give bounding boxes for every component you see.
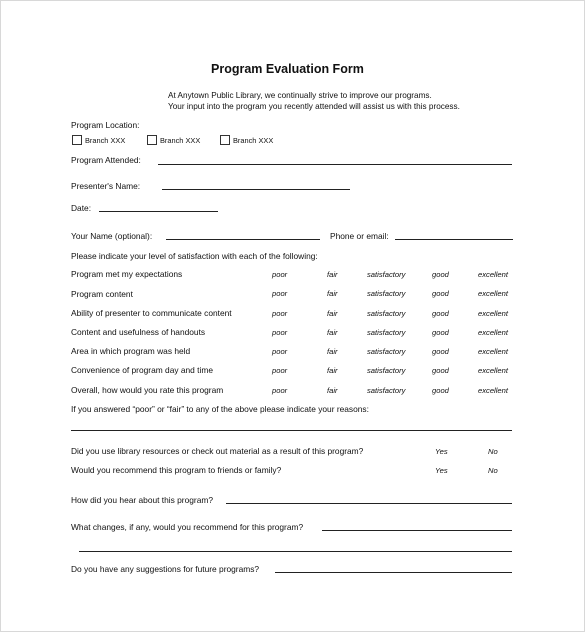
option-excellent[interactable]: excellent — [478, 386, 508, 395]
intro-line-2: Your input into the program you recently attended will assist us with this process. — [168, 102, 460, 111]
heard-field[interactable] — [226, 503, 512, 504]
branch-checkbox-3[interactable] — [220, 135, 230, 145]
option-poor[interactable]: poor — [272, 347, 288, 356]
option-excellent[interactable]: excellent — [478, 366, 508, 375]
option-excellent[interactable]: excellent — [478, 328, 508, 337]
option-good[interactable]: good — [432, 270, 449, 279]
rating-item-label: Overall, how would you rate this program — [71, 385, 224, 395]
option-satisfactory[interactable]: satisfactory — [367, 366, 406, 375]
suggestions-label: Do you have any suggestions for future programs? — [71, 564, 260, 574]
date-label: Date: — [71, 203, 92, 213]
branch-label-1: Branch XXX — [85, 136, 126, 145]
option-fair[interactable]: fair — [327, 386, 338, 395]
option-good[interactable]: good — [432, 328, 449, 337]
rating-item-label: Program met my expectations — [71, 269, 183, 279]
reasons-field[interactable] — [71, 430, 512, 431]
option-fair[interactable]: fair — [327, 366, 338, 375]
option-good[interactable]: good — [432, 386, 449, 395]
suggestions-field[interactable] — [275, 572, 512, 573]
option-satisfactory[interactable]: satisfactory — [367, 347, 406, 356]
option-fair[interactable]: fair — [327, 309, 338, 318]
option-poor[interactable]: poor — [272, 386, 288, 395]
branch-checkbox-2[interactable] — [147, 135, 157, 145]
yesno-question-1: Did you use library resources or check out material as a result of this program? — [71, 446, 364, 456]
option-good[interactable]: good — [432, 309, 449, 318]
branch-label-3: Branch XXX — [233, 136, 274, 145]
rating-intro: Please indicate your level of satisfaction with each of the following: — [71, 251, 318, 261]
option-yes[interactable]: Yes — [435, 466, 448, 475]
option-good[interactable]: good — [432, 347, 449, 356]
option-excellent[interactable]: excellent — [478, 309, 508, 318]
changes-field-2[interactable] — [79, 551, 512, 552]
your-name-field[interactable] — [166, 239, 320, 240]
option-no[interactable]: No — [488, 466, 498, 475]
branch-checkbox-1[interactable] — [72, 135, 82, 145]
branch-label-2: Branch XXX — [160, 136, 201, 145]
option-satisfactory[interactable]: satisfactory — [367, 270, 406, 279]
presenter-label: Presenter's Name: — [71, 181, 141, 191]
rating-item-label: Area in which program was held — [71, 346, 191, 356]
option-satisfactory[interactable]: satisfactory — [367, 386, 406, 395]
attended-label: Program Attended: — [71, 155, 141, 165]
heard-label: How did you hear about this program? — [71, 495, 213, 505]
option-poor[interactable]: poor — [272, 309, 288, 318]
option-satisfactory[interactable]: satisfactory — [367, 309, 406, 318]
reasons-label: If you answered “poor” or “fair” to any of the above please indicate your reasons: — [71, 404, 369, 414]
option-satisfactory[interactable]: satisfactory — [367, 328, 406, 337]
option-poor[interactable]: poor — [272, 289, 288, 298]
option-excellent[interactable]: excellent — [478, 289, 508, 298]
option-no[interactable]: No — [488, 447, 498, 456]
yesno-question-2: Would you recommend this program to friends or family? — [71, 465, 282, 475]
option-poor[interactable]: poor — [272, 270, 288, 279]
your-name-label: Your Name (optional): — [71, 231, 153, 241]
option-excellent[interactable]: excellent — [478, 347, 508, 356]
intro-line-1: At Anytown Public Library, we continually strive to improve our programs. — [168, 91, 432, 100]
phone-label: Phone or email: — [330, 231, 389, 241]
location-label: Program Location: — [71, 120, 140, 130]
option-fair[interactable]: fair — [327, 270, 338, 279]
changes-field-1[interactable] — [322, 530, 512, 531]
option-excellent[interactable]: excellent — [478, 270, 508, 279]
attended-field[interactable] — [158, 164, 512, 165]
phone-field[interactable] — [395, 239, 513, 240]
presenter-field[interactable] — [162, 189, 350, 190]
option-satisfactory[interactable]: satisfactory — [367, 289, 406, 298]
date-field[interactable] — [99, 211, 218, 212]
option-fair[interactable]: fair — [327, 347, 338, 356]
option-good[interactable]: good — [432, 366, 449, 375]
option-fair[interactable]: fair — [327, 289, 338, 298]
option-poor[interactable]: poor — [272, 366, 288, 375]
form-title: Program Evaluation Form — [211, 62, 364, 76]
option-poor[interactable]: poor — [272, 328, 288, 337]
rating-item-label: Convenience of program day and time — [71, 365, 213, 375]
option-yes[interactable]: Yes — [435, 447, 448, 456]
rating-item-label: Ability of presenter to communicate content — [71, 308, 232, 318]
rating-item-label: Program content — [71, 289, 133, 299]
rating-item-label: Content and usefulness of handouts — [71, 327, 206, 337]
changes-label: What changes, if any, would you recommend for this program? — [71, 522, 304, 532]
option-fair[interactable]: fair — [327, 328, 338, 337]
option-good[interactable]: good — [432, 289, 449, 298]
